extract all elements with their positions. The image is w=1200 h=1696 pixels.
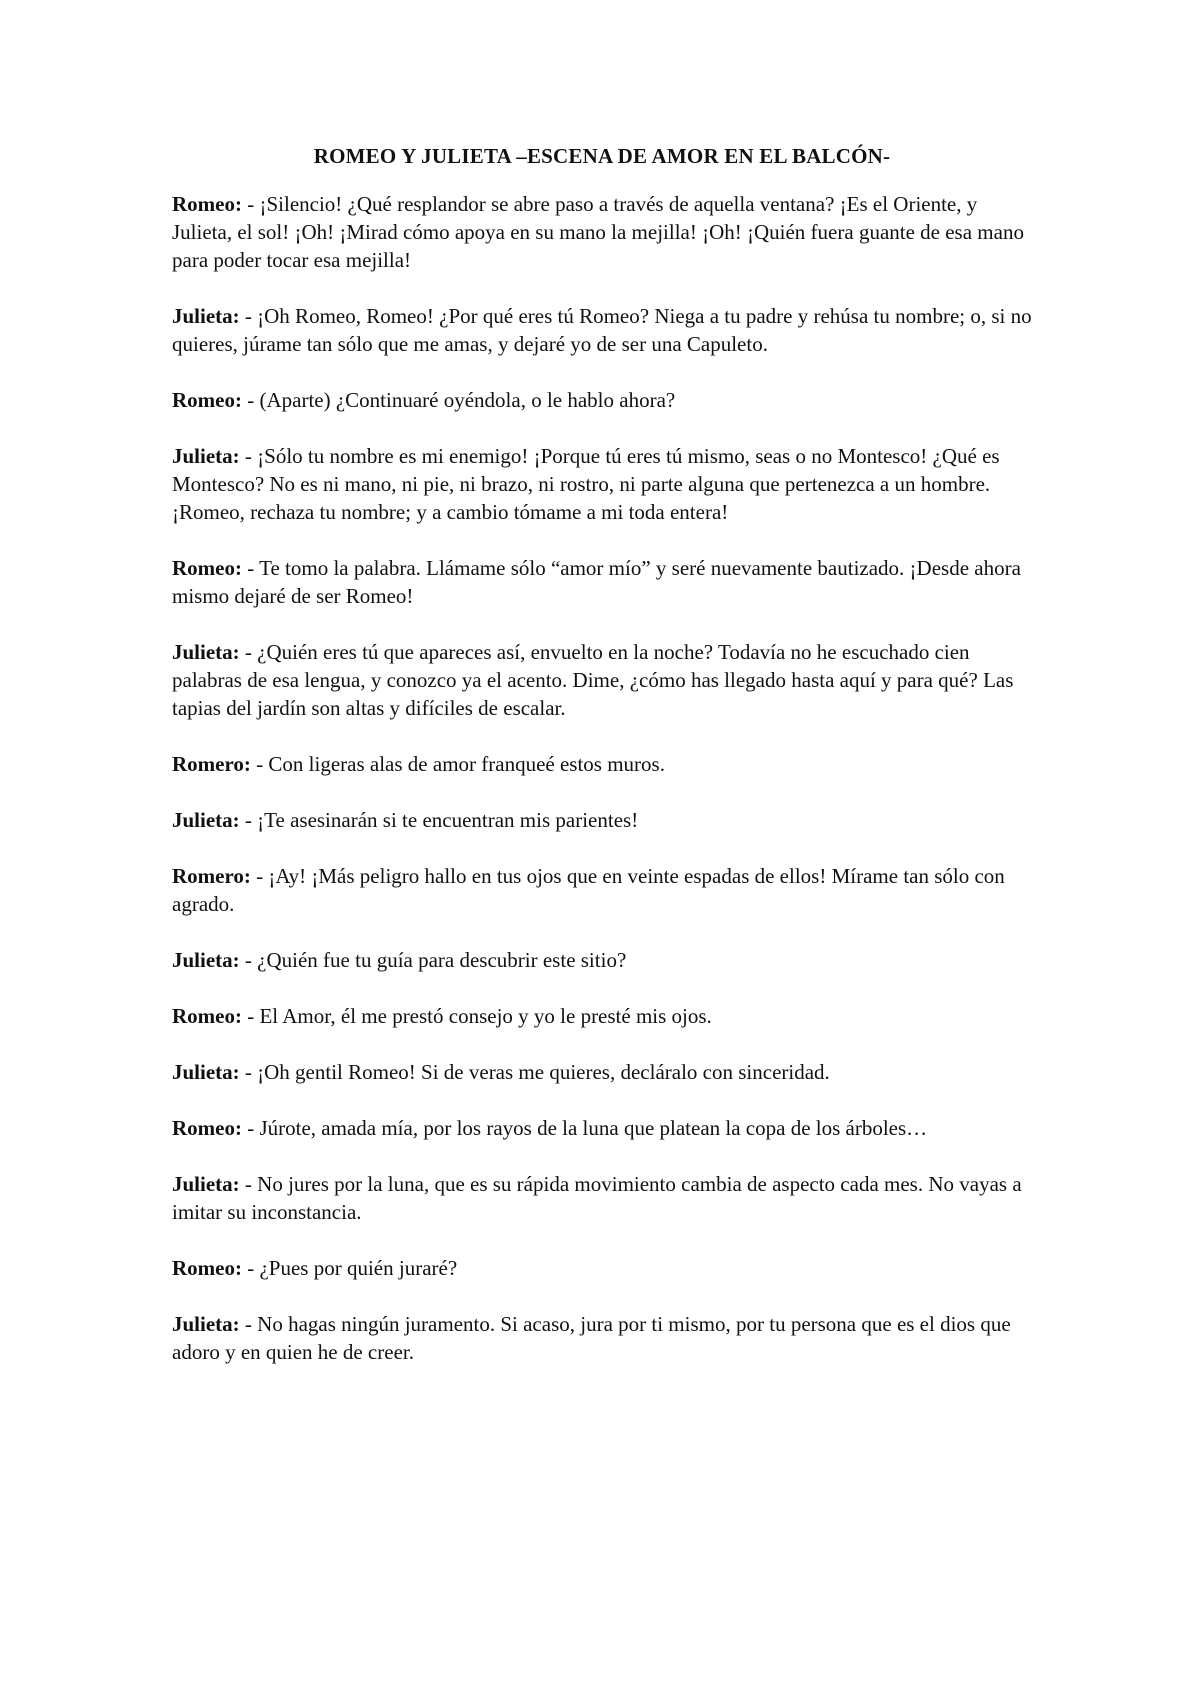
dialogue-text: - ¡Silencio! ¿Qué resplandor se abre paso a través de aquella ventana? ¡Es el Oriente, y Julieta, el sol! ¡Oh! ¡Mirad cómo apoya en su mano la mejilla! ¡Oh! ¡Quién fuera guante de esa mano para poder tocar esa mejilla! xyxy=(172,192,1024,272)
speaker-name: Julieta: xyxy=(172,444,240,468)
dialogue-text: - ¿Pues por quién juraré? xyxy=(247,1256,458,1280)
dialogue-text: - ¡Oh gentil Romeo! Si de veras me quieres, decláralo con sinceridad. xyxy=(244,1060,830,1084)
dialogue-text: - ¡Oh Romeo, Romeo! ¿Por qué eres tú Romeo? Niega a tu padre y rehúsa tu nombre; o, si no quieres, júrame tan sólo que me amas, y dejaré yo de ser una Capuleto. xyxy=(172,304,1032,356)
dialogue-line xyxy=(172,806,1032,834)
speaker-name: Julieta: xyxy=(172,948,240,972)
dialogue-text: - El Amor, él me prestó consejo y yo le presté mis ojos. xyxy=(247,1004,712,1028)
dialogue-line xyxy=(172,862,1032,918)
dialogue-line xyxy=(172,386,1032,414)
document-title: ROMEO Y JULIETA –ESCENA DE AMOR EN EL BALCÓN- xyxy=(313,144,891,168)
dialogue-text: - ¡Ay! ¡Más peligro hallo en tus ojos que en veinte espadas de ellos! Mírame tan sólo con agrado. xyxy=(172,864,1005,916)
dialogue-text: - No hagas ningún juramento. Si acaso, jura por ti mismo, por tu persona que es el dios que adoro y en quien he de creer. xyxy=(172,1312,1011,1364)
document-page xyxy=(172,142,1032,1394)
speaker-name: Romeo: xyxy=(172,1116,242,1140)
dialogue-line xyxy=(172,638,1032,722)
speaker-name: Julieta: xyxy=(172,304,240,328)
speaker-name: Romeo: xyxy=(172,1004,242,1028)
speaker-name: Julieta: xyxy=(172,640,240,664)
dialogue-text: - ¡Te asesinarán si te encuentran mis parientes! xyxy=(244,808,639,832)
speaker-name: Romero: xyxy=(172,864,251,888)
dialogue-text: - ¿Quién eres tú que apareces así, envuelto en la noche? Todavía no he escuchado cien palabras de esa lengua, y conozco ya el acento. Dime, ¿cómo has llegado hasta aquí y para qué? Las tapias del jardín son altas y difíciles de escalar. xyxy=(172,640,1014,720)
dialogue-text: - Te tomo la palabra. Llámame sólo “amor mío” y seré nuevamente bautizado. ¡Desde ahora mismo dejaré de ser Romeo! xyxy=(172,556,1021,608)
dialogue-line xyxy=(172,554,1032,610)
dialogue-line xyxy=(172,190,1032,274)
dialogue-line xyxy=(172,302,1032,358)
dialogue-line xyxy=(172,1170,1032,1226)
dialogue-line xyxy=(172,750,1032,778)
speaker-name: Romeo: xyxy=(172,388,242,412)
dialogue-text: - No jures por la luna, que es su rápida movimiento cambia de aspecto cada mes. No vayas a imitar su inconstancia. xyxy=(172,1172,1022,1224)
dialogue-line xyxy=(172,1114,1032,1142)
speaker-name: Julieta: xyxy=(172,1060,240,1084)
dialogue-line xyxy=(172,946,1032,974)
speaker-name: Julieta: xyxy=(172,808,240,832)
dialogue-text: - ¡Sólo tu nombre es mi enemigo! ¡Porque tú eres tú mismo, seas o no Montesco! ¿Qué es Montesco? No es ni mano, ni pie, ni brazo, ni rostro, ni parte alguna que pertenezca a un hombre. ¡Romeo, rechaza tu nombre; y a cambio tómame a mi toda entera! xyxy=(172,444,1000,524)
dialogue-line xyxy=(172,1058,1032,1086)
speaker-name: Romero: xyxy=(172,752,251,776)
speaker-name: Romeo: xyxy=(172,556,242,580)
speaker-name: Julieta: xyxy=(172,1172,240,1196)
dialogue-text: - (Aparte) ¿Continuaré oyéndola, o le hablo ahora? xyxy=(247,388,676,412)
speaker-name: Romeo: xyxy=(172,192,242,216)
dialogue-line xyxy=(172,1310,1032,1366)
dialogue-line xyxy=(172,1002,1032,1030)
dialogue-text: - Con ligeras alas de amor franqueé estos muros. xyxy=(256,752,665,776)
speaker-name: Julieta: xyxy=(172,1312,240,1336)
speaker-name: Romeo: xyxy=(172,1256,242,1280)
dialogue-text: - ¿Quién fue tu guía para descubrir este sitio? xyxy=(244,948,627,972)
dialogue-text: - Júrote, amada mía, por los rayos de la luna que platean la copa de los árboles… xyxy=(247,1116,928,1140)
dialogue-line xyxy=(172,1254,1032,1282)
dialogue-line xyxy=(172,442,1032,526)
